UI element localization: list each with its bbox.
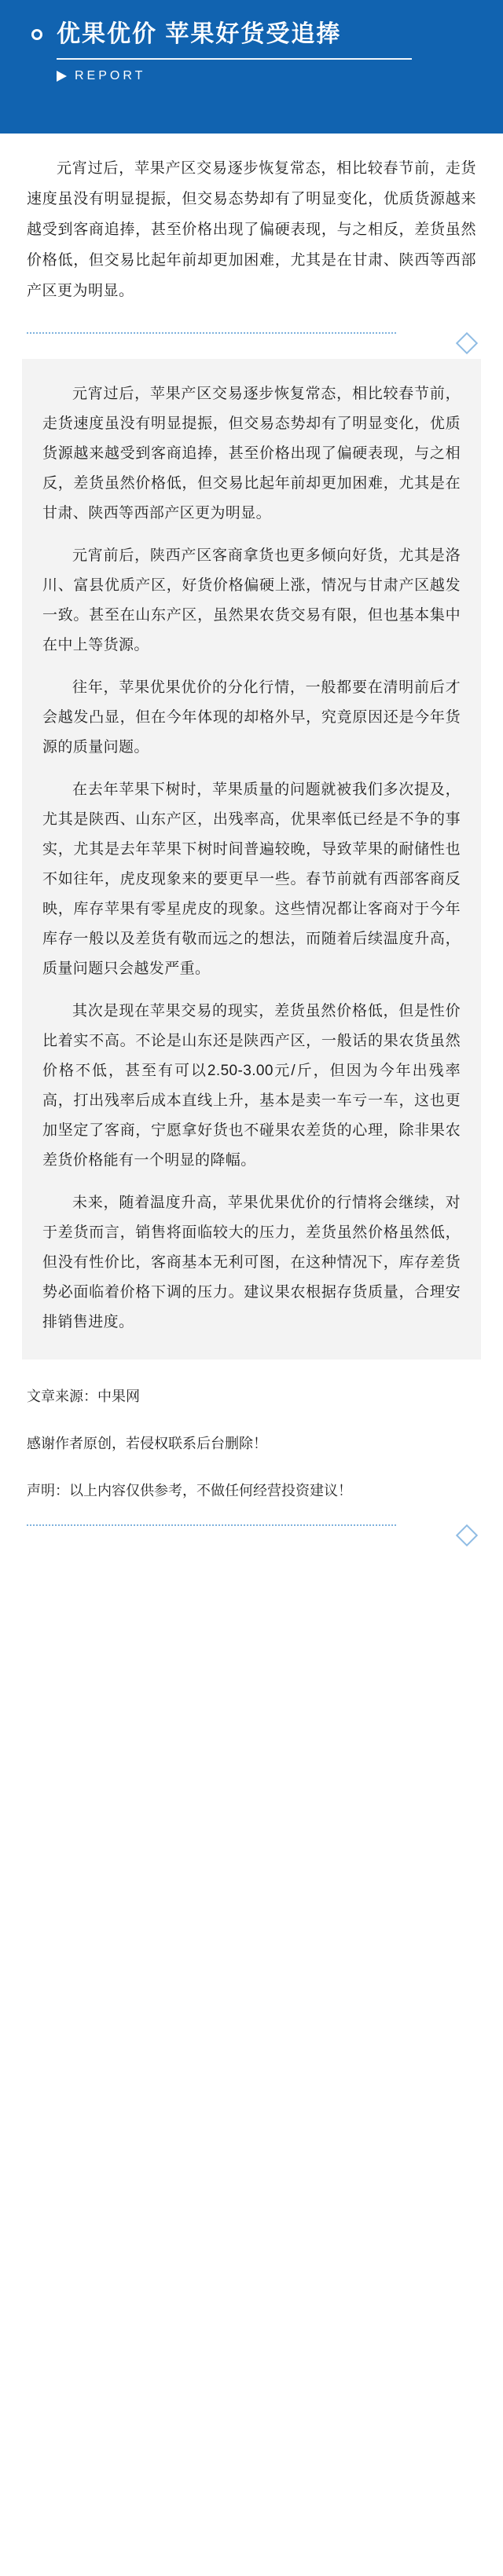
body-paragraph: 在去年苹果下树时，苹果质量的问题就被我们多次提及，尤其是陕西、山东产区，出残率高，优果率低已经是不争的事实，尤其是去年苹果下树时间普遍较晚，导致苹果的耐储性也不如往年，虎皮现象来的要更早一些。春节前就有西部客商反映，库存苹果有零星虎皮的现象。这些情况都让客商对于今年库存一般以及差货有敬而远之的想法，而随着后续温度升高，质量问题只会越发严重。 — [42, 781, 461, 977]
header-subtitle: REPORT — [75, 69, 146, 82]
header-subtitle-row — [57, 69, 472, 83]
diamond-icon — [456, 332, 478, 354]
body-paragraph: 其次是现在苹果交易的现实，差货虽然价格低，但是性价比着实不高。不论是山东还是陕西产区，一般话的果农货虽然价格不低，甚至有可以2.50-3.00元/斤，但因为今年出残率高，打出残率后成本直线上升，基本是卖一车亏一车，这也更加坚定了客商，宁愿拿好货也不碰果农差货的心理，除非果农差货价格能有一个明显的降幅。 — [42, 1002, 461, 1169]
header-inner — [31, 20, 472, 113]
header-title-row — [31, 20, 472, 49]
intro-section — [0, 134, 503, 321]
body-paragraph: 元宵过后，苹果产区交易逐步恢复常态，相比较春节前，走货速度虽没有明显提振，但交易态势却有了明显变化，优质货源越来越受到客商追捧，甚至价格出现了偏硬表现，与之相反，差货虽然价格低，但交易比起年前却更加困难，尤其是在甘肃、陕西等西部产区更为明显。 — [42, 385, 461, 521]
body-paragraph: 元宵前后，陕西产区客商拿货也更多倾向好货，尤其是洛川、富县优质产区，好货价格偏硬上涨，情况与甘肃产区越发一致。甚至在山东产区，虽然果农货交易有限，但也基本集中在中上等货源。 — [42, 547, 461, 653]
body-paragraph: 未来，随着温度升高，苹果优果优价的行情将会继续，对于差货而言，销售将面临较大的压力，差货虽然价格虽然低，但没有性价比，客商基本无利可图，在这种情况下，库存差货势必面临着价格下调的压力。建议果农根据存货质量，合理安排销售进度。 — [42, 1194, 461, 1330]
page-title: 优果优价 苹果好货受追捧 — [57, 21, 342, 47]
intro-diamond-row — [0, 334, 475, 354]
article-body — [22, 359, 481, 1359]
header-divider — [57, 58, 412, 60]
footnotes-section — [27, 1383, 476, 1505]
body-paragraph: 往年，苹果优果优价的分化行情，一般都要在清明前后才会越发凸显，但在今年体现的却格外早，究竟原因还是今年货源的质量问题。 — [42, 679, 461, 756]
footer-diamond-row — [0, 1526, 475, 1550]
arrow-right-icon — [57, 71, 67, 82]
diamond-icon — [456, 1524, 478, 1546]
header-banner — [0, 0, 503, 134]
copyright-note: 感谢作者原创，若侵权联系后台删除！ — [27, 1435, 267, 1451]
intro-paragraph: 元宵过后，苹果产区交易逐步恢复常态，相比较春节前，走货速度虽没有明显提振，但交易态势却有了明显变化，优质货源越来越受到客商追捧，甚至价格出现了偏硬表现，与之相反，差货虽然价格低，但交易比起年前却更加困难，尤其是在甘肃、陕西等西部产区更为明显。 — [27, 160, 476, 299]
article-source: 文章来源：中果网 — [27, 1388, 140, 1404]
circle-outline-icon — [31, 29, 42, 40]
disclaimer-note: 声明：以上内容仅供参考，不做任何经营投资建议！ — [27, 1483, 352, 1499]
